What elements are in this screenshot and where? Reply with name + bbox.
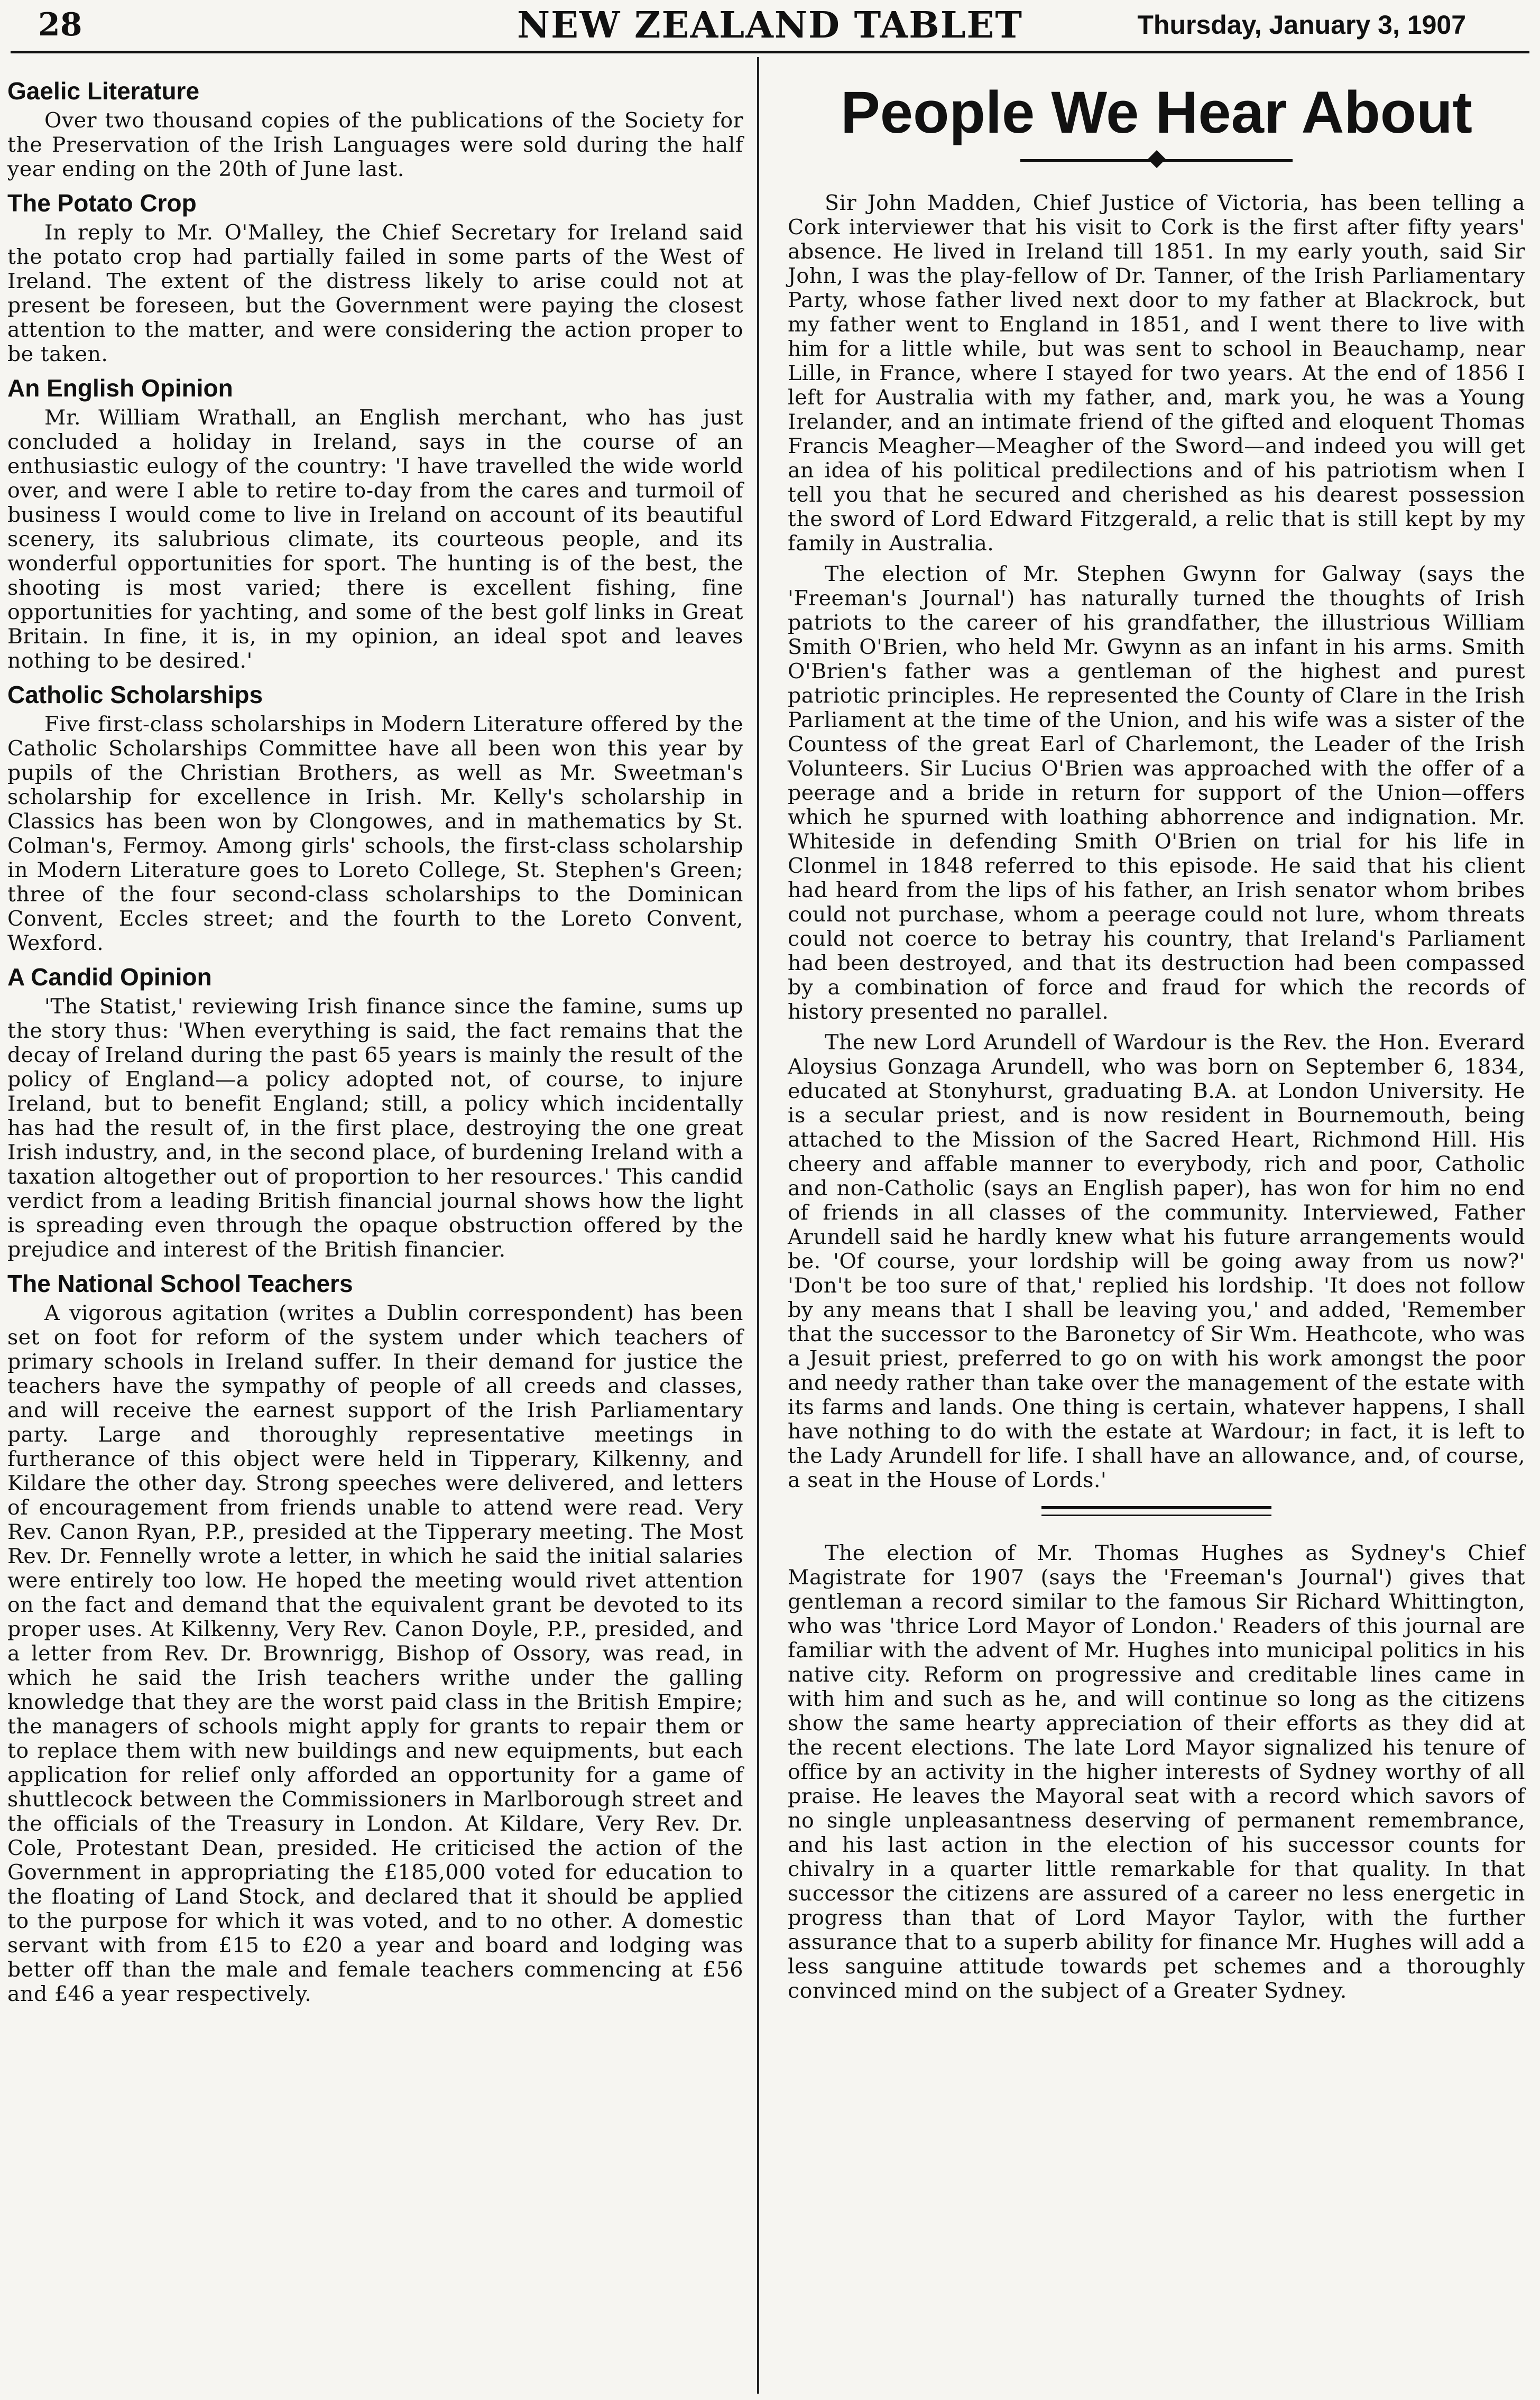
left-column	[7, 77, 743, 2014]
article-body: A vigorous agitation (writes a Dublin correspondent) has been set on foot for reform of the system under which teachers of primary schools in Ireland suffer. In their demand for justice the teachers have the sympathy of people of all creeds and classes, and will receive the earnest support of the Irish Parliamentary party. Large and thoroughly representative meetings in furtherance of this object were held in Tipperary, Kilkenny, and Kildare the other day. Strong speeches were delivered, and letters of encouragement from friends unable to attend were read. Very Rev. Canon Ryan, P.P., presided at the Tipperary meeting. The Most Rev. Dr. Fennelly wrote a letter, in which he said the initial salaries were entirely too low. He hoped the meeting would rivet attention on the fact and demand that the equivalent grant be devoted to its proper uses. At Kilkenny, Very Rev. Canon Doyle, P.P., presided, and a letter from Rev. Dr. Brownrigg, Bishop of Ossory, was read, in which he said the Irish teachers writhe under the galling knowledge that they are the worst paid class in the British Empire; the managers of schools might apply for grants to repair them or to replace them with new buildings and new equipments, but each application for relief only afforded an opportunity for a game of shuttlecock between the Commissioners in Marlborough street and the officials of the Treasury in London. At Kildare, Very Rev. Dr. Cole, Protestant Dean, presided. He criticised the action of the Government in appropriating the £185,000 voted for education to the floating of Land Stock, and declared that it should be applied to the purpose for which it was voted, and to no other. A domestic servant with from £15 to £20 a year and board and lodging was better off than the male and female teachers commencing at £56 and £46 a year respectively.	[7, 1301, 743, 2006]
article-heading: The National School Teachers	[7, 1270, 353, 1297]
banner-ornament	[788, 144, 1525, 176]
news-item: The election of Mr. Thomas Hughes as Sydney's Chief Magistrate for 1907 (says the 'Freeman's Journal') gives that gentleman a record similar to the famous Sir Richard Whittington, who was 'thrice Lord Mayor of London.' Readers of this journal are familiar with the advent of Mr. Hughes into municipal politics in his native city. Reform on progressive and creditable lines came in with him and such as he, and will continue so long as the citizens show the same hearty appreciation of their efforts as they did at the recent elections. The late Lord Mayor signalized his tenure of office by an activity in the higher interests of Sydney worthy of all praise. He leaves the Mayoral seat with a record which savors of no single unpleasantness deserving of permanent remembrance, and his last action in the election of his successor counts for chivalry in a quarter little remarkable for that quality. In that successor the citizens are assured of a career no less energetic in progress than that of Lord Mayor Taylor, with the further assurance that to a superb ability for finance Mr. Hughes will add a less sanguine attitude towards pet schemes and a thoroughly convinced mind on the subject of a Greater Sydney.	[788, 1541, 1525, 2003]
news-item: Sir John Madden, Chief Justice of Victoria, has been telling a Cork interviewer that his visit to Cork is the first after fifty years' absence. He lived in Ireland till 1851. In my early youth, said Sir John, I was the play-fellow of Dr. Tanner, of the Irish Parliamentary Party, whose father lived next door to my father at Blackrock, but my father went to England in 1851, and I went there to live with him for a little while, but was sent to school in Beauchamp, near Lille, in France, where I stayed for two years. At the end of 1856 I left for Australia with my father, and, mark you, he was a Young Irelander, and an intimate friend of the gifted and eloquent Thomas Francis Meagher—Meagher of the Sword—and indeed you will get an idea of his political predilections and of his patriotism when I tell you that he secured and cherished as his dearest possession the sword of Lord Edward Fitzgerald, a relic that is still kept by my family in Australia.	[788, 191, 1525, 556]
section-banner: People We Hear About	[841, 79, 1472, 145]
separator-thin-line	[1041, 1515, 1271, 1516]
article-body: Over two thousand copies of the publications of the Society for the Preservation of the Irish Languages were sold during the half year ending on the 20th of June last.	[7, 108, 743, 181]
article-heading: Catholic Scholarships	[7, 681, 263, 708]
article-national-school-teachers	[7, 1269, 743, 2006]
article-potato-crop	[7, 189, 743, 366]
right-column	[788, 77, 1525, 2009]
section-separator-rule	[788, 1499, 1525, 1527]
page-number: 28	[38, 6, 82, 43]
article-heading: Gaelic Literature	[7, 77, 200, 105]
article-body: In reply to Mr. O'Malley, the Chief Secretary for Ireland said the potato crop had partially failed in some parts of the West of Ireland. The extent of the distress likely to arise could not at present be foreseen, but the Government were paying the closest attention to the matter, and were considering the action proper to be taken.	[7, 220, 743, 366]
article-english-opinion	[7, 374, 743, 673]
article-candid-opinion	[7, 963, 743, 1262]
article-heading: A Candid Opinion	[7, 963, 212, 991]
news-item: The election of Mr. Stephen Gwynn for Galway (says the 'Freeman's Journal') has naturally turned the thoughts of Irish patriots to the career of his grandfather, the illustrious William Smith O'Brien, who held Mr. Gwynn as an infant in his arms. Smith O'Brien's father was a gentleman of the highest and purest patriotic principles. He represented the County of Clare in the Irish Parliament at the time of the Union, and his wife was a sister of the Countess of the great Earl of Charlemont, the Leader of the Irish Volunteers. Sir Lucius O'Brien was approached with the offer of a peerage and a bride in return for support of the Union—offers which he spurned with loathing abhorrence and indignation. Mr. Whiteside in defending Smith O'Brien on trial for his life in Clonmel in 1848 referred to this episode. He said that his client had heard from the lips of his father, an Irish senator whom bribes could not purchase, whom a peerage could not lure, whom threats could not coerce to betray his country, that Ireland's Parliament had been destroyed, and that its destruction had been compassed by a combination of force and fraud for which the records of history presented no parallel.	[788, 562, 1525, 1024]
article-heading: The Potato Crop	[7, 189, 197, 217]
article-heading: An English Opinion	[7, 374, 233, 402]
diamond-icon	[1148, 150, 1166, 168]
article-body: Five first-class scholarships in Modern Literature offered by the Catholic Scholarships Committee have all been won this year by pupils of the Christian Brothers, as well as Mr. Sweetman's scholarship for excellence in Irish. Mr. Kelly's scholarship in Classics has been won by Clongowes, and in mathematics by St. Colman's, Fermoy. Among girls' schools, the first-class scholarship in Modern Literature goes to Loreto College, St. Stephen's Green; three of the four second-class scholarships to the Dominican Convent, Eccles street; and the fourth to the Loreto Convent, Wexford.	[7, 712, 743, 955]
news-item: The new Lord Arundell of Wardour is the Rev. the Hon. Everard Aloysius Gonzaga Arundell, who was born on September 6, 1834, educated at Stonyhurst, graduating B.A. at London University. He is a secular priest, and is now resident in Bournemouth, being attached to the Mission of the Sacred Heart, Richmond Hill. His cheery and affable manner to everybody, rich and poor, Catholic and non-Catholic (says an English paper), has won for him no end of friends in all classes of the community. Interviewed, Father Arundell said he hardly knew what his future arrangements would be. 'Of course, your lordship will be going away from us now?' 'Don't be too sure of that,' replied his lordship. 'It does not follow by any means that I shall be leaving you,' and added, 'Remember that the successor to the Baronetcy of Sir Wm. Heathcote, who was a Jesuit priest, preferred to go on with his work amongst the poor and needy rather than take over the management of the estate with its farms and lands. One thing is certain, whatever happens, I shall have nothing to do with the estate at Wardour; in fact, it is left to the Lady Arundell for life. I shall have an allowance, and, of course, a seat in the House of Lords.'	[788, 1030, 1525, 1492]
header-rule	[11, 51, 1529, 53]
article-body: Mr. William Wrathall, an English merchant, who has just concluded a holiday in Ireland, says in the course of an enthusiastic eulogy of the country: 'I have travelled the wide world over, and were I able to retire to-day from the cares and turmoil of business I would come to live in Ireland on account of its beautiful scenery, its salubrious climate, its courteous people, and its wonderful opportunities for sport. The hunting is of the best, the shooting is most varied; there is excellent fishing, fine opportunities for yachting, and some of the best golf links in Great Britain. In fine, it is, in my opinion, an ideal spot and leaves nothing to be desired.'	[7, 405, 743, 673]
separator-thick-line	[1041, 1506, 1271, 1509]
page-header	[0, 0, 1540, 50]
article-gaelic-literature	[7, 77, 743, 181]
article-catholic-scholarships	[7, 680, 743, 955]
issue-date: Thursday, January 3, 1907	[1137, 10, 1466, 40]
newspaper-title: NEW ZEALAND TABLET	[517, 4, 1023, 47]
article-body: 'The Statist,' reviewing Irish finance since the famine, sums up the story thus: 'When everything is said, the fact remains that the decay of Ireland during the past 65 years is mainly the result of the policy of England—a policy adopted not, of course, to injure Ireland, but to benefit England; still, a policy which incidentally has had the result of, in the first place, destroying the one great Irish industry, and, in the second place, of burdening Ireland with a taxation altogether out of proportion to her resources.' This candid verdict from a leading British financial journal shows how the light is spreading even through the opaque obstruction offered by the prejudice and interest of the British financier.	[7, 994, 743, 1262]
column-divider	[757, 57, 759, 2394]
